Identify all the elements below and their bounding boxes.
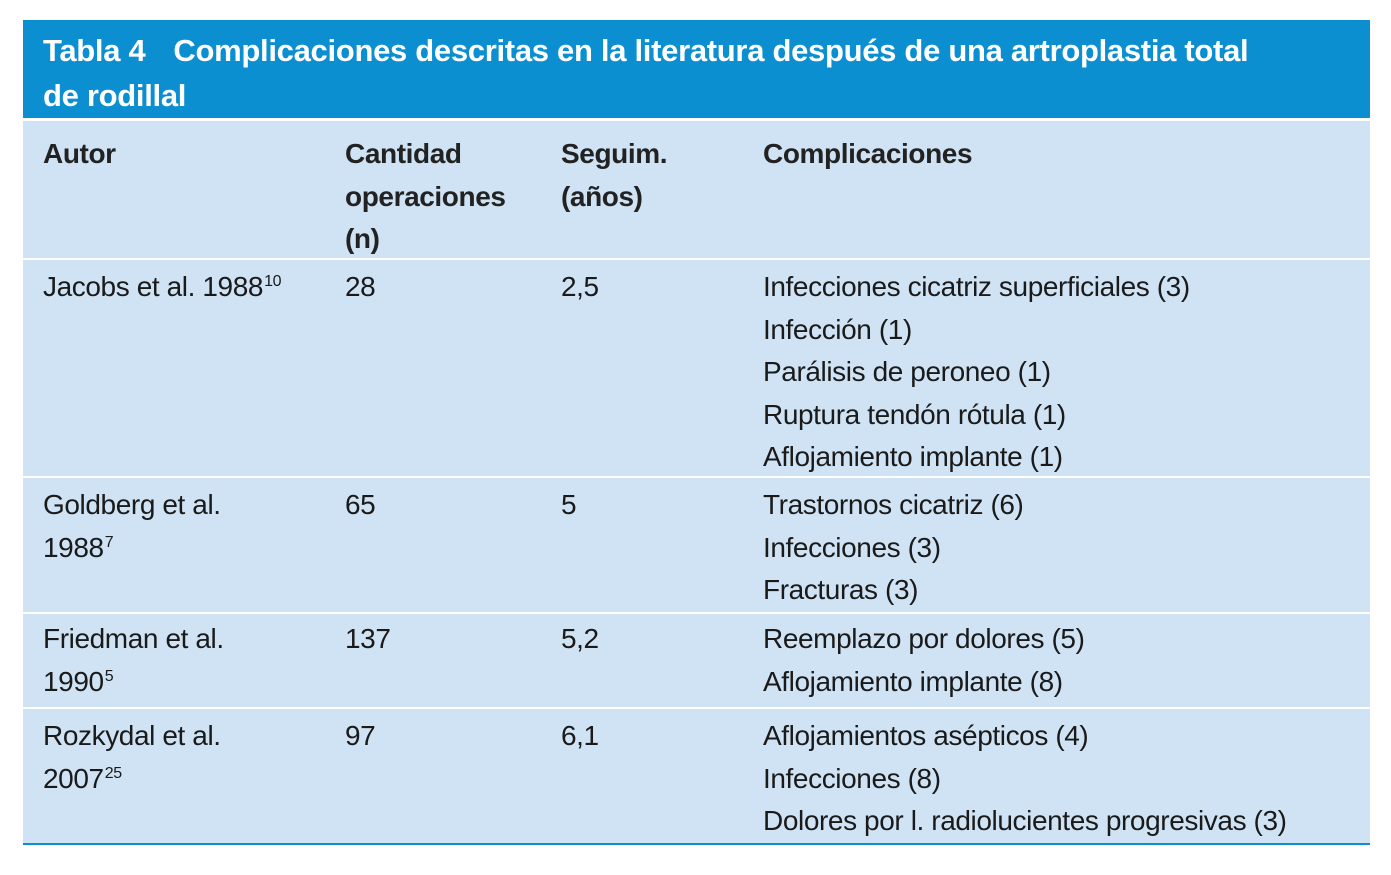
table-title-bar: [23, 20, 1370, 118]
complication-item: Fracturas (3): [763, 574, 919, 605]
row-complicaciones: [763, 266, 1363, 479]
row-autor: [43, 266, 333, 309]
table-row: [23, 612, 1370, 707]
header-cantidad-line2: operaciones: [345, 180, 506, 212]
row-autor-year: 1990: [43, 665, 104, 697]
row-seguimiento: 5: [561, 489, 577, 520]
complication-item: Infecciones (8): [763, 762, 941, 794]
row-autor-reference: 7: [104, 533, 114, 551]
row-complicaciones: [763, 484, 1363, 612]
row-autor-reference: 10: [264, 273, 282, 290]
table-row: [23, 707, 1370, 843]
row-seguimiento: 5,2: [561, 623, 599, 654]
complication-item: Ruptura tendón rótula (1): [763, 398, 1066, 430]
row-cantidad: 28: [345, 271, 376, 302]
row-autor-name: Jacobs et al. 1988: [43, 271, 264, 302]
row-autor-name: Rozkydal et al.: [43, 720, 221, 751]
complication-item: Trastornos cicatriz (6): [763, 489, 1024, 520]
complication-item: Aflojamiento implante (1): [763, 441, 1063, 472]
row-cantidad: 97: [345, 720, 376, 751]
row-autor-year: 1988: [43, 531, 104, 563]
header-complicaciones-label: Complicaciones: [763, 138, 973, 169]
row-autor-year: 2007: [43, 762, 104, 794]
table-title-first-line: [43, 28, 1350, 73]
complications-table: [23, 20, 1370, 845]
row-complicaciones: [763, 618, 1363, 703]
header-cantidad-line1: Cantidad: [345, 138, 462, 169]
header-seguimiento: [561, 133, 751, 218]
row-seguimiento: 2,5: [561, 271, 599, 302]
table-row: [23, 258, 1370, 476]
row-autor-name: Friedman et al.: [43, 623, 224, 654]
row-autor: [43, 618, 333, 703]
complication-item: Infección (1): [763, 313, 912, 345]
header-cantidad: [345, 133, 545, 261]
complication-item: Parálisis de peroneo (1): [763, 356, 1051, 387]
table-label: Tabla 4: [43, 33, 146, 68]
header-seguimiento-line1: Seguim.: [561, 138, 668, 169]
complication-item: Aflojamientos asépticos (4): [763, 720, 1089, 751]
row-autor-name: Goldberg et al.: [43, 489, 221, 520]
row-autor: [43, 715, 333, 800]
row-seguimiento: 6,1: [561, 720, 599, 751]
table-row: [23, 476, 1370, 612]
row-cantidad: 137: [345, 623, 391, 654]
complication-item: Aflojamiento implante (8): [763, 665, 1063, 697]
row-complicaciones: [763, 715, 1363, 843]
complication-item: Infecciones (3): [763, 531, 941, 563]
header-autor-label: Autor: [43, 138, 116, 169]
row-autor: [43, 484, 333, 569]
header-cantidad-line3: (n): [345, 223, 380, 254]
table-header-row: [23, 118, 1370, 258]
header-autor: [43, 133, 333, 176]
complication-item: Infecciones cicatriz superficiales (3): [763, 271, 1190, 302]
row-autor-reference: 25: [104, 764, 122, 782]
table-title-continuation: de rodillal: [43, 78, 187, 113]
complication-item: Dolores por l. radiolucientes progresivas (3): [763, 805, 1287, 836]
complication-item: Reemplazo por dolores (5): [763, 623, 1085, 654]
header-complicaciones: [763, 133, 1363, 176]
row-cantidad: 65: [345, 489, 376, 520]
header-seguimiento-line2: (años): [561, 180, 643, 212]
table-title: Complicaciones descritas en la literatura después de una artroplastia total: [173, 33, 1249, 68]
table-grid: [23, 118, 1370, 843]
row-autor-reference: 5: [104, 667, 114, 685]
